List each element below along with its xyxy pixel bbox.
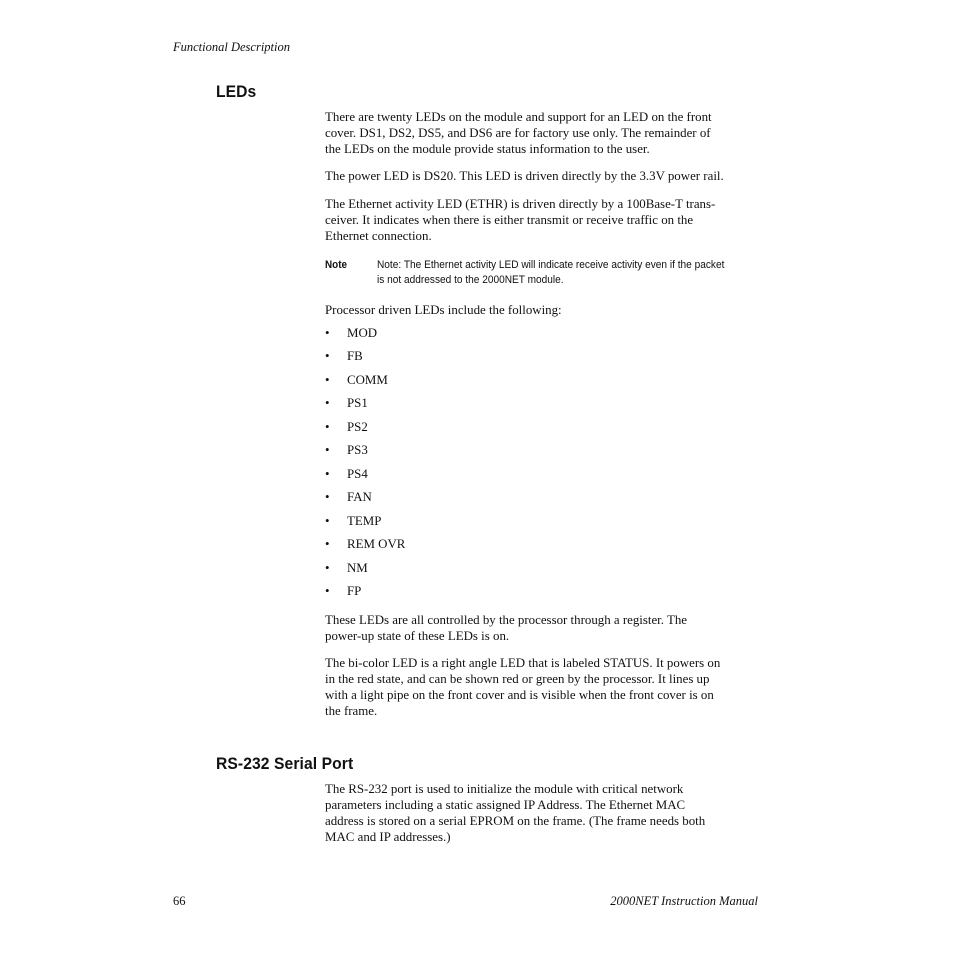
bullet-icon: •: [325, 326, 330, 340]
bullet-icon: •: [325, 396, 330, 410]
bullet-icon: •: [325, 420, 330, 434]
section-heading-rs232: RS-232 Serial Port: [216, 754, 354, 773]
leds-paragraph-4: [325, 612, 761, 644]
bullet-icon: •: [325, 467, 330, 481]
leds-paragraph-1: [325, 109, 761, 157]
text-line: Note: The Ethernet activity LED will indicate receive activity even if the packet: [377, 259, 725, 271]
text-line: The bi-color LED is a right angle LED that is labeled STATUS. It powers on: [325, 656, 721, 670]
bullet-icon: •: [325, 537, 330, 551]
bullet-icon: •: [325, 490, 330, 504]
text-line: the frame.: [325, 704, 378, 718]
rs232-paragraph-1: [325, 781, 761, 845]
leds-paragraph-3: [325, 196, 761, 244]
leds-intro: [325, 302, 761, 318]
note-label: Note: [325, 259, 348, 271]
page-number: 66: [173, 894, 186, 908]
bullet-icon: •: [325, 349, 330, 363]
text-line: The RS-232 port is used to initialize the module with critical network: [325, 782, 684, 796]
bullet-icon: •: [325, 373, 330, 387]
bullet-icon: •: [325, 561, 330, 575]
text-line: parameters including a static assigned IP Address. The Ethernet MAC: [325, 798, 686, 812]
bullet-icon: •: [325, 584, 330, 598]
text-line: These LEDs are all controlled by the processor through a register. The: [325, 613, 688, 627]
text-line: power-up state of these LEDs is on.: [325, 629, 510, 643]
manual-title: 2000NET Instruction Manual: [610, 894, 758, 908]
text-line: Processor driven LEDs include the following:: [325, 303, 562, 317]
text-line: The Ethernet activity LED (ETHR) is driven directly by a 100Base-T trans-: [325, 197, 716, 211]
text-line: with a light pipe on the front cover and is visible when the front cover is on: [325, 688, 714, 702]
running-head: Functional Description: [173, 40, 290, 54]
bullet-icon: •: [325, 514, 330, 528]
text-line: the LEDs on the module provide status information to the user.: [325, 142, 650, 156]
text-line: is not addressed to the 2000NET module.: [377, 274, 564, 286]
text-line: MAC and IP addresses.): [325, 830, 451, 844]
text-line: cover. DS1, DS2, DS5, and DS6 are for factory use only. The remainder of: [325, 126, 711, 140]
document-page: Functional Description LEDs There are twenty LEDs on the module and support for an LED on the front cover. DS1, DS2, DS5, and DS6 are for factory use only. The remainder of the LEDs on the module provide status information to the user. The power LED is DS20. This LED is driven directly by the 3.3V power rail. The Ethernet activity LED (ETHR) is driven directly by a 100Base-T trans- ceiver. It indicates when there is either transmit or receive traffic on the Ethernet connection. Note Note: The Ethernet activity LED will indicate receive activity even if the packet is not addressed to the 2000NET module. Processor driven LEDs include the following: • MOD • FB • COMM • PS1 • PS2 • PS3 • PS4 • FAN • TEMP • REM OVR • NM • FP These LEDs are all controlled by the processor through a register. The power-up state of these LEDs is on. The bi-color LED is a right angle LED that is labeled STATUS. It powers on in the red state, and can be shown red or green by the processor. It lines up with a light pipe on the front cover and is visible when the front cover is on the frame. RS-232 Serial Port The RS-232 port is used to initialize the module with critical network parameters including a static assigned IP Address. The Ethernet MAC address is stored on a serial EPROM on the frame. (The frame needs both MAC and IP addresses.) 66 2000NET Instruction Manual: [0, 0, 954, 954]
text-line: Ethernet connection.: [325, 229, 432, 243]
text-line: There are twenty LEDs on the module and support for an LED on the front: [325, 110, 712, 124]
leds-paragraph-5: [325, 655, 761, 719]
text-line: The power LED is DS20. This LED is driven directly by the 3.3V power rail.: [325, 169, 724, 183]
section-heading-leds: LEDs: [216, 82, 257, 101]
bullet-icon: •: [325, 443, 330, 457]
text-line: ceiver. It indicates when there is either transmit or receive traffic on the: [325, 213, 694, 227]
text-line: in the red state, and can be shown red or green by the processor. It lines up: [325, 672, 710, 686]
note-text: [377, 258, 736, 288]
text-line: address is stored on a serial EPROM on the frame. (The frame needs both: [325, 814, 706, 828]
leds-paragraph-2: [325, 168, 761, 184]
